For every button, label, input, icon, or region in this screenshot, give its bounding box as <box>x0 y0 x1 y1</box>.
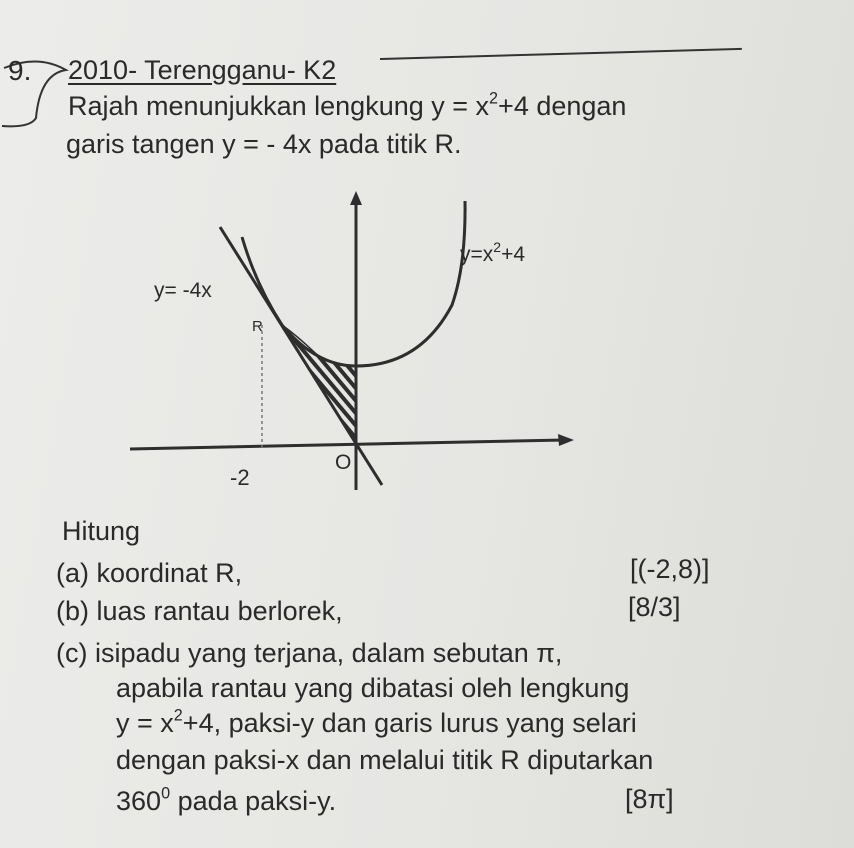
part-c-line5: $360^0$ pada paksi-y. <box>116 784 337 816</box>
part-a-text: (a) koordinat R, <box>56 558 243 588</box>
part-c-answer: [8π] <box>625 784 674 814</box>
x-axis <box>130 440 565 449</box>
stem-curve-equation: $y = x^2+4$ <box>431 89 529 121</box>
point-r-label: R <box>252 318 263 335</box>
question-stem-line2: garis tangen y = - 4x pada titik R. <box>66 129 462 159</box>
x-tick-minus-2-label: -2 <box>230 465 250 490</box>
part-c-line3: $y = x^2+4$, paksi-y dan garis lurus yang selari <box>116 706 637 738</box>
stem-text-after: dengan <box>528 91 627 121</box>
part-c-line1: (c) isipadu yang terjana, dalam sebutan π, <box>56 638 563 668</box>
part-b-answer: [8/3] <box>628 592 681 622</box>
tasks-heading: Hitung <box>62 516 141 546</box>
origin-label: O <box>335 451 352 474</box>
question-number: 9. <box>8 55 32 86</box>
question-stem-line1 <box>68 89 627 121</box>
graph-diagram <box>120 185 580 500</box>
tangent-line-label: y= -4x <box>154 279 212 302</box>
stem-text-before: Rajah menunjukkan lengkung <box>68 91 432 121</box>
header-rule <box>380 48 742 60</box>
curve-label: $y=x^2+4$ <box>460 239 526 266</box>
part-c-line2: apabila rantau yang dibatasi oleh lengkung <box>116 673 630 703</box>
y-axis-arrow <box>350 191 362 205</box>
part-b-text: (b) luas rantau berlorek, <box>56 596 343 626</box>
question-source: 2010- Terengganu- K2 <box>68 55 337 85</box>
part-c-line4: dengan paksi-x dan melalui titik R diputarkan <box>116 745 654 775</box>
parabola-curve <box>242 201 465 366</box>
part-a-answer: [(-2,8)] <box>630 554 710 584</box>
x-axis-arrow <box>558 434 574 446</box>
